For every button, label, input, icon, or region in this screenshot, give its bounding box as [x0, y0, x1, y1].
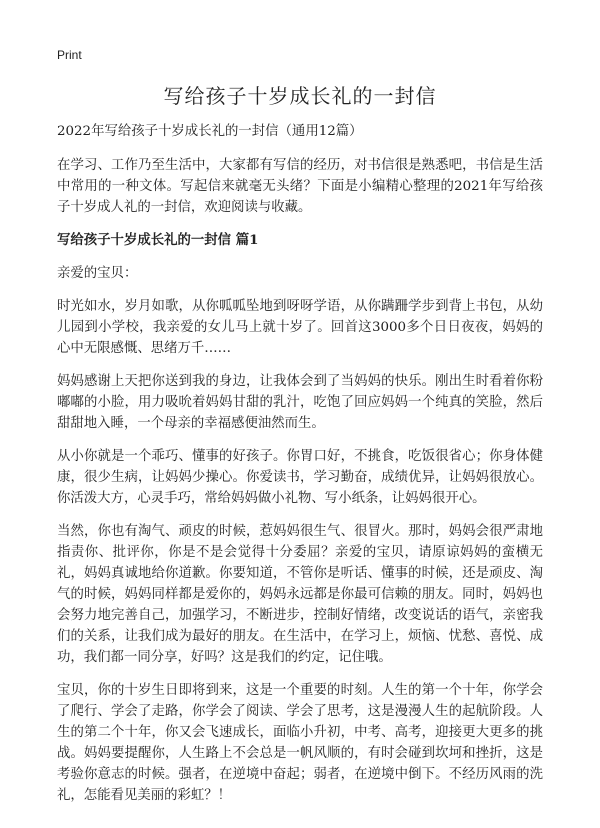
section-heading: 写给孩子十岁成长礼的一封信 篇1	[57, 232, 259, 248]
document-body	[57, 121, 543, 818]
print-link[interactable]: Print	[57, 48, 82, 62]
letter-paragraph: 时光如水，岁月如歌，从你呱呱坠地到呀呀学语，从你蹒跚学步到背上书包，从幼儿园到小学校，我亲爱的女儿马上就十岁了。回首这3000多个日日夜夜，妈妈的心中无限感慨、思绪万千……	[57, 299, 543, 356]
letter-paragraph: 当然，你也有淘气、顽皮的时候，惹妈妈很生气、很冒火。那时，妈妈会很严肃地指责你、批评你，你是不是会觉得十分委屈？亲爱的宝贝，请原谅妈妈的蛮横无礼，妈妈真诚地给你道歉。你要知道，不管你是听话、懂事的时候，还是顽皮、淘气的时候，妈妈同样都是爱你的，妈妈永远都是你最可信赖的朋友。同时，妈妈也会努力地完善自己，加强学习，不断进步，控制好情绪，改变说话的语气，亲密我们的关系，让我们成为最好的朋友。在生活中，在学习上，烦恼、忧愁、喜悦、成功，我们都一同分享，好吗？这是我们的约定，记住哦。	[57, 524, 543, 665]
letter-paragraph: 妈妈感谢上天把你送到我的身边，让我体会到了当妈妈的快乐。刚出生时看着你粉嘟嘟的小脸，用力吸吮着妈妈甘甜的乳汁，吃饱了回应妈妈一个纯真的笑脸，然后甜甜地入睡，一个母亲的幸福感便油然而生。	[57, 374, 543, 431]
document-subtitle: 2022年写给孩子十岁成长礼的一封信（通用12篇）	[57, 124, 363, 139]
page-title: 写给孩子十岁成长礼的一封信	[163, 84, 437, 108]
letter-paragraph: 从小你就是一个乖巧、懂事的好孩子。你胃口好，不挑食，吃饭很省心；你身体健康，很少生病，让妈妈少操心。你爱读书，学习勤奋，成绩优异，让妈妈很放心。你活泼大方，心灵手巧，常给妈妈做小礼物、写小纸条，让妈妈很开心。	[57, 449, 543, 506]
letter-greeting: 亲爱的宝贝：	[57, 266, 138, 281]
intro-paragraph: 在学习、工作乃至生活中，大家都有写信的经历，对书信很是熟悉吧，书信是生活中常用的一种文体。写起信来就毫无头绪？下面是小编精心整理的2021年写给孩子十岁成人礼的一封信，欢迎阅读与收藏。	[57, 158, 543, 215]
letter-paragraph: 宝贝，你的十岁生日即将到来，这是一个重要的时刻。人生的第一个十年，你学会了爬行、学会了走路，你学会了阅读、学会了思考，这是漫漫人生的起航阶段。人生的第二个十年，你又会飞速成长，面临小升初，中考、高考，迎接更大更多的挑战。妈妈要提醒你，人生路上不会总是一帆风顺的，有时会碰到坎坷和挫折，这是考验你意志的时候。强者，在逆境中奋起；弱者，在逆境中倒下。不经历风雨的洗礼，怎能看见美丽的彩虹？！	[57, 683, 543, 803]
